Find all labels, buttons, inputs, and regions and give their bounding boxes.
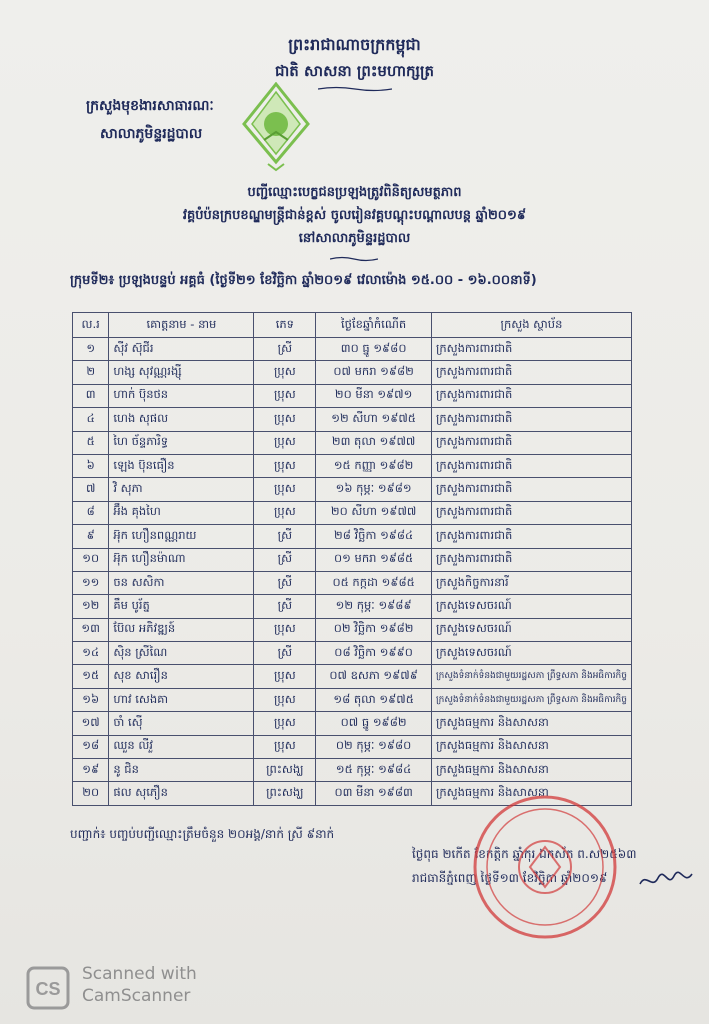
cell-no: ១៣ — [73, 618, 109, 641]
scanner-watermark-line1: Scanned with — [82, 964, 197, 984]
camscanner-logo-icon — [26, 966, 70, 1010]
cell-sex: ប្រុស — [254, 688, 316, 711]
table-row — [73, 688, 632, 711]
cell-dob: ២៨ វិច្ឆិកា ១៩៨៤ — [316, 525, 432, 548]
cell-no: ១២ — [73, 595, 109, 618]
cell-sex: ព្រះសង្ឃ — [254, 759, 316, 782]
cell-institution: ក្រសួងទេសចរណ៍ — [431, 642, 631, 665]
document-title-line2: វគ្គបំប៉នក្របខណ្ឌមន្ត្រីជាន់ខ្ពស់ ចូលរៀនវគ្គបណ្តុះបណ្តាលបន្ត ឆ្នាំ២០១៩ — [182, 208, 527, 223]
cell-institution: ក្រសួងការពារជាតិ — [431, 525, 631, 548]
camscanner-logo-text: CS — [35, 979, 61, 999]
cell-dob: ០២ កុម្ភៈ ១៩៨០ — [316, 735, 432, 758]
cell-no: ១០ — [73, 548, 109, 571]
cell-institution: ក្រសួងទំនាក់ទំនងជាមួយរដ្ឋសភា ព្រឹទ្ធសភា និងអធិការកិច្ច — [431, 688, 631, 711]
cell-sex: ប្រុស — [254, 712, 316, 735]
cell-no: ១១ — [73, 571, 109, 594]
col-header-no: ល.រ — [73, 313, 109, 338]
cell-no: ៥ — [73, 431, 109, 454]
cell-sex: ប្រុស — [254, 384, 316, 407]
table-row — [73, 338, 632, 361]
cell-name: ហៃ ច័ន្ទភារិទ្ធ — [109, 431, 254, 454]
signature-icon — [638, 868, 694, 892]
cell-name: ឡេង ប៊ុនធឿន — [109, 454, 254, 477]
cell-no: ១៧ — [73, 712, 109, 735]
cell-institution: ក្រសួងការពារជាតិ — [431, 408, 631, 431]
cell-sex: ស្រី — [254, 525, 316, 548]
table-row — [73, 454, 632, 477]
cell-name: ហេង សុផល — [109, 408, 254, 431]
school-emblem-icon — [242, 82, 310, 172]
cell-dob: ០៧ ឧសភា ១៩៧៩ — [316, 665, 432, 688]
cell-institution: ក្រសួងការពារជាតិ — [431, 361, 631, 384]
cell-dob: ០៣ មីនា ១៩៨៣ — [316, 782, 432, 805]
cell-no: ១៤ — [73, 642, 109, 665]
cell-sex: ស្រី — [254, 338, 316, 361]
group-label: ក្រុមទី២៖ ប្រឡងបន្ទប់ អគ្គធំ (ថ្ងៃទី២១ ខែវិច្ឆិកា ឆ្នាំ២០១៩ វេលាម៉ោង ១៥.០០ - ១៦.០០នាទី) — [70, 273, 537, 288]
cell-sex: ប្រុស — [254, 735, 316, 758]
cell-sex: ប្រុស — [254, 665, 316, 688]
table-row — [73, 478, 632, 501]
cell-no: ៣ — [73, 384, 109, 407]
cell-dob: ៣០ ធ្នូ ១៩៨០ — [316, 338, 432, 361]
cell-no: ៩ — [73, 525, 109, 548]
cell-no: ១៥ — [73, 665, 109, 688]
table-row — [73, 665, 632, 688]
cell-name: ឈួន លីវួ — [109, 735, 254, 758]
cell-institution: ក្រសួងទេសចរណ៍ — [431, 618, 631, 641]
cell-no: ១ — [73, 338, 109, 361]
solar-date: រាជធានីភ្នំពេញ ថ្ងៃទី១៣ ខែវិច្ឆិកា ឆ្នាំ២០១៩ — [412, 871, 608, 885]
cell-dob: ១៦ កុម្ភៈ ១៩៨១ — [316, 478, 432, 501]
table-row — [73, 525, 632, 548]
table-header-row — [73, 313, 632, 338]
cell-name: សុខ សារឿន — [109, 665, 254, 688]
cell-sex: ប្រុស — [254, 454, 316, 477]
table-row — [73, 759, 632, 782]
cell-name: ស៊ិន ស្រីណៃ — [109, 642, 254, 665]
official-stamp-icon — [470, 792, 620, 942]
ornament-divider — [330, 256, 378, 262]
cell-name: អ៊ុក ហឿនពណ្ណរាយ — [109, 525, 254, 548]
document-title-line1: បញ្ជីឈ្មោះបេក្ខជនប្រឡងត្រូវពិនិត្យសមត្ថភាព — [247, 185, 462, 200]
cell-institution: ក្រសួងធម្មការ និងសាសនា — [431, 735, 631, 758]
cell-name: វិ សុភា — [109, 478, 254, 501]
cell-institution: ក្រសួងធម្មការ និងសាសនា — [431, 712, 631, 735]
school-name: សាលាភូមិន្ទរដ្ឋបាល — [100, 126, 203, 142]
cell-institution: ក្រសួងការពារជាតិ — [431, 478, 631, 501]
cell-institution: ក្រសួងការពារជាតិ — [431, 501, 631, 524]
cell-sex: ស្រី — [254, 548, 316, 571]
cell-no: ៤ — [73, 408, 109, 431]
cell-institution: ក្រសួងការពារជាតិ — [431, 431, 631, 454]
table-row — [73, 548, 632, 571]
cell-name: គឹម បូរ័ត្ន — [109, 595, 254, 618]
cell-no: ១៨ — [73, 735, 109, 758]
cell-institution: ក្រសួងធម្មការ និងសាសនា — [431, 759, 631, 782]
document-title-line3: នៅសាលាភូមិន្ទរដ្ឋបាល — [298, 231, 411, 246]
cell-dob: ១៥ កុម្ភៈ ១៩៨៤ — [316, 759, 432, 782]
cell-name: ស៊ីវ ស៊ុជីរ — [109, 338, 254, 361]
cell-sex: ប្រុស — [254, 431, 316, 454]
cell-sex: ព្រះសង្ឃ — [254, 782, 316, 805]
table-row — [73, 431, 632, 454]
cell-dob: ២៣ តុលា ១៩៧៧ — [316, 431, 432, 454]
table-row — [73, 501, 632, 524]
cell-no: ១៦ — [73, 688, 109, 711]
cell-name: អ៊ុក ហឿនម៉ាណា — [109, 548, 254, 571]
col-header-institution: ក្រសួង ស្ថាប័ន — [431, 313, 631, 338]
cell-no: ១៩ — [73, 759, 109, 782]
cell-institution: ក្រសួងទំនាក់ទំនងជាមួយរដ្ឋសភា ព្រឹទ្ធសភា និងអធិការកិច្ច — [431, 665, 631, 688]
cell-institution: ក្រសួងធម្មការ និងសាសនា — [431, 782, 631, 805]
table-row — [73, 408, 632, 431]
ministry-name: ក្រសួងមុខងារសាធារណៈ — [86, 98, 214, 114]
scanner-watermark-line2: CamScanner — [82, 986, 191, 1006]
cell-dob: ២០ សីហា ១៩៧៧ — [316, 501, 432, 524]
cell-name: អ៊ឹង គុងហៃ — [109, 501, 254, 524]
cell-dob: ០៧ មករា ១៩៨២ — [316, 361, 432, 384]
cell-name: ហាវ សេងគា — [109, 688, 254, 711]
table-row — [73, 642, 632, 665]
cell-name: ផល សុភឿន — [109, 782, 254, 805]
cell-no: ៧ — [73, 478, 109, 501]
cell-no: ៦ — [73, 454, 109, 477]
cell-sex: ប្រុស — [254, 478, 316, 501]
table-row — [73, 712, 632, 735]
cell-institution: ក្រសួងការពារជាតិ — [431, 384, 631, 407]
cell-sex: ប្រុស — [254, 408, 316, 431]
cell-dob: ១៥ កញ្ញា ១៩៨២ — [316, 454, 432, 477]
cell-institution: ក្រសួងការពារជាតិ — [431, 338, 631, 361]
table-row — [73, 571, 632, 594]
cell-sex: ប្រុស — [254, 361, 316, 384]
cell-name: ប៊ែល អភិវឌ្ឍន៍ — [109, 618, 254, 641]
cell-no: ២ — [73, 361, 109, 384]
col-header-sex: ភេទ — [254, 313, 316, 338]
cell-sex: ស្រី — [254, 595, 316, 618]
cell-institution: ក្រសួងទេសចរណ៍ — [431, 595, 631, 618]
cell-dob: ១២ កុម្ភៈ ១៩៨៩ — [316, 595, 432, 618]
col-header-name: គោត្តនាម - នាម — [109, 313, 254, 338]
table-row — [73, 384, 632, 407]
table-row — [73, 595, 632, 618]
cell-name: ចន សសិកា — [109, 571, 254, 594]
cell-name: ហង្ស សុវណ្ណរង្ស៊ី — [109, 361, 254, 384]
candidate-table — [72, 312, 632, 806]
cell-institution: ក្រសួងការពារជាតិ — [431, 548, 631, 571]
cell-no: ៨ — [73, 501, 109, 524]
cell-dob: ០២ វិច្ឆិកា ១៩៨២ — [316, 618, 432, 641]
cell-institution: ក្រសួងកិច្ចការនារី — [431, 571, 631, 594]
cell-name: នូ ជិន — [109, 759, 254, 782]
cell-no: ២០ — [73, 782, 109, 805]
cell-name: ចាំ ស៊ើ — [109, 712, 254, 735]
cell-name: ហាក់ ប៊ុនថន — [109, 384, 254, 407]
table-row — [73, 618, 632, 641]
col-header-dob: ថ្ងៃខែឆ្នាំកំណើត — [316, 313, 432, 338]
cell-dob: ០៨ វិច្ឆិកា ១៩៩០ — [316, 642, 432, 665]
cell-dob: ០៧ ធ្នូ ១៩៨២ — [316, 712, 432, 735]
table-row — [73, 735, 632, 758]
cell-sex: ប្រុស — [254, 501, 316, 524]
cell-dob: ០១ មករា ១៩៨៥ — [316, 548, 432, 571]
cell-sex: ស្រី — [254, 571, 316, 594]
lunar-date: ថ្ងៃពុធ ២កើត ខែកត្តិក ឆ្នាំកុរ ឯកស័ក ព.ស២៥៦៣ — [412, 847, 637, 861]
cell-sex: ស្រី — [254, 642, 316, 665]
cell-institution: ក្រសួងការពារជាតិ — [431, 454, 631, 477]
national-motto: ជាតិ សាសនា ព្រះមហាក្សត្រ — [275, 62, 434, 80]
cell-dob: ២០ មីនា ១៩៧១ — [316, 384, 432, 407]
table-row — [73, 361, 632, 384]
kingdom-heading: ព្រះរាជាណាចក្រកម្ពុជា — [288, 35, 421, 54]
cell-dob: ០៥ កក្កដា ១៩៨៥ — [316, 571, 432, 594]
ornament-divider — [318, 86, 392, 92]
cell-dob: ១២ សីហា ១៩៧៥ — [316, 408, 432, 431]
cell-dob: ១៨ តុលា ១៩៧៥ — [316, 688, 432, 711]
footnote: បញ្ជាក់៖ បញ្ចប់បញ្ជីឈ្មោះត្រឹមចំនួន ២០អង្គ/នាក់ ស្រី ៩នាក់ — [70, 827, 335, 841]
cell-sex: ប្រុស — [254, 618, 316, 641]
